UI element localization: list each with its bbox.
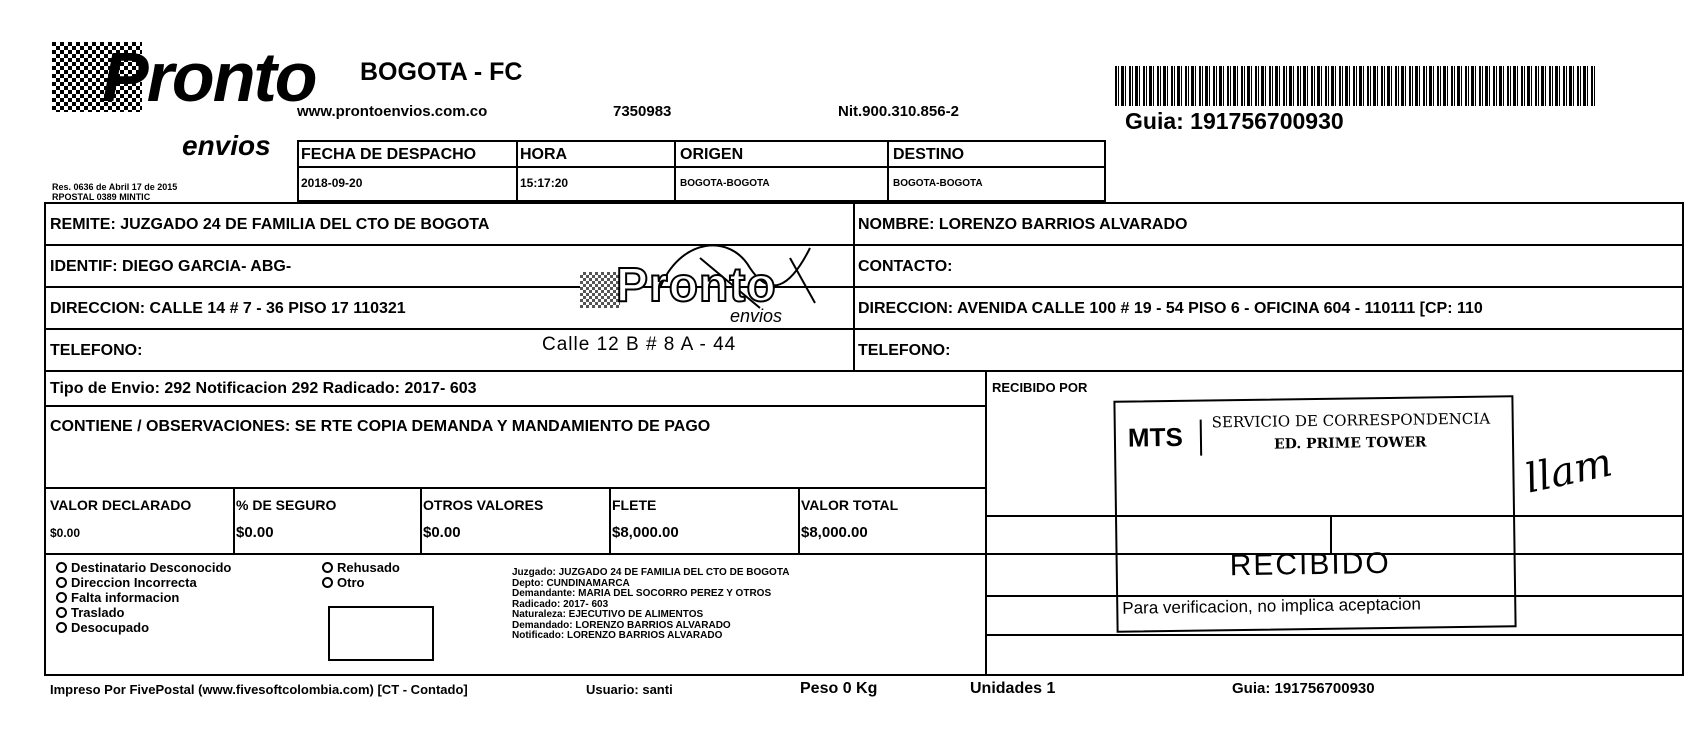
reason-otro[interactable]: Otro xyxy=(322,575,400,590)
reason-falta-informacion[interactable]: Falta informacion xyxy=(56,590,231,605)
return-reasons-col1 xyxy=(56,560,231,635)
radio-circle-icon xyxy=(56,607,67,618)
handwritten-signature: llam xyxy=(1521,439,1617,503)
nit: Nit.900.310.856-2 xyxy=(838,103,959,120)
recipient-contacto: CONTACTO: xyxy=(858,258,953,275)
radio-circle-icon xyxy=(56,562,67,573)
radio-circle-icon xyxy=(322,562,333,573)
sender-remite: REMITE: JUZGADO 24 DE FAMILIA DEL CTO DE BOGOTA xyxy=(50,216,490,233)
sender-telefono: TELEFONO: xyxy=(50,342,143,359)
reason-direccion-incorrecta[interactable]: Direccion Incorrecta xyxy=(56,575,231,590)
footer-usuario: Usuario: santi xyxy=(586,682,673,697)
otro-text-box[interactable] xyxy=(328,606,434,661)
recipient-telefono: TELEFONO: xyxy=(858,342,951,359)
company-stamp xyxy=(542,228,850,368)
sender-identif: IDENTIF: DIEGO GARCIA- ABG- xyxy=(50,258,292,275)
receipt-stamp xyxy=(1113,395,1516,633)
logo-brand: Pronto xyxy=(102,38,316,116)
recibido-por-label: RECIBIDO POR xyxy=(992,380,1088,395)
footer-guia: Guia: 191756700930 xyxy=(1232,680,1375,697)
fecha-value: 2018-09-20 xyxy=(301,176,363,190)
shipment-tipo: Tipo de Envio: 292 Notificacion 292 Radicado: 2017- 603 xyxy=(50,380,477,397)
flete-label: FLETE xyxy=(612,497,657,513)
stamp-recibido: RECIBIDO xyxy=(1229,546,1391,583)
website: www.prontoenvios.com.co xyxy=(297,103,488,120)
barcode xyxy=(1115,66,1595,106)
radio-circle-icon xyxy=(322,577,333,588)
resolution-line-2: RPOSTAL 0389 MINTIC xyxy=(52,192,151,202)
receipt-faded-field-3 xyxy=(990,608,993,620)
reason-traslado[interactable]: Traslado xyxy=(56,605,231,620)
footer-unidades: Unidades 1 xyxy=(970,680,1056,697)
seguro-value: $0.00 xyxy=(236,524,274,541)
seguro-label: % DE SEGURO xyxy=(236,497,337,513)
detail-juzgado: Juzgado: JUZGADO 24 DE FAMILIA DEL CTO DE BOGOTA xyxy=(512,567,790,578)
receipt-faded-field-2 xyxy=(990,568,993,580)
destino-label: DESTINO xyxy=(893,146,965,163)
logo-subtitle: envios xyxy=(182,130,271,161)
city-title: BOGOTA - FC xyxy=(360,58,523,86)
stamp-brand: Pronto xyxy=(616,259,777,312)
recipient-nombre: NOMBRE: LORENZO BARRIOS ALVARADO xyxy=(858,216,1188,233)
stamp-checker-icon xyxy=(580,272,620,308)
footer-peso: Peso 0 Kg xyxy=(800,680,878,697)
stamp-building: ED. PRIME TOWER xyxy=(1273,434,1427,453)
otros-value: $0.00 xyxy=(423,524,461,541)
hora-value: 15:17:20 xyxy=(520,176,569,190)
radio-circle-icon xyxy=(56,577,67,588)
radio-circle-icon xyxy=(56,622,67,633)
sender-direccion: DIRECCION: CALLE 14 # 7 - 36 PISO 17 110321 xyxy=(50,300,406,317)
reason-desocupado[interactable]: Desocupado xyxy=(56,620,231,635)
detail-demandante: Demandante: MARIA DEL SOCORRO PEREZ Y OTROS xyxy=(512,588,772,599)
valor-declarado-value: $0.00 xyxy=(50,526,81,540)
detail-radicado: Radicado: 2017- 603 xyxy=(512,598,609,610)
stamp-service-line: SERVICIO DE CORRESPONDENCIA xyxy=(1211,409,1491,432)
guide-number: Guia: 191756700930 xyxy=(1125,108,1344,134)
resolution-line-1: Res. 0636 de Abril 17 de 2015 xyxy=(52,182,178,192)
radio-circle-icon xyxy=(56,592,67,603)
footer-printed-by: Impreso Por FivePostal (www.fivesoftcolombia.com) [CT - Contado] xyxy=(50,682,468,697)
stamp-address: Calle 12 B # 8 A - 44 xyxy=(542,334,737,355)
fecha-label: FECHA DE DESPACHO xyxy=(301,146,477,163)
origen-value: BOGOTA-BOGOTA xyxy=(680,178,770,189)
detail-depto: Depto: CUNDINAMARCA xyxy=(512,577,630,589)
total-label: VALOR TOTAL xyxy=(801,497,899,513)
detail-demandado: Demandado: LORENZO BARRIOS ALVARADO xyxy=(512,619,731,631)
company-logo xyxy=(52,38,316,168)
reason-destinatario-desconocido[interactable]: Destinatario Desconocido xyxy=(56,560,231,575)
detail-naturaleza: Naturaleza: EJECUTIVO DE ALIMENTOS xyxy=(512,609,704,620)
hora-label: HORA xyxy=(520,146,568,163)
destino-value: BOGOTA-BOGOTA xyxy=(893,178,983,189)
case-details xyxy=(512,568,789,642)
recipient-direccion: DIRECCION: AVENIDA CALLE 100 # 19 - 54 PISO 6 - OFICINA 604 - 110111 [CP: 110 xyxy=(858,300,1483,317)
stamp-note: Para verificacion, no implica aceptacion xyxy=(1122,594,1422,618)
shipment-contiene: CONTIENE / OBSERVACIONES: SE RTE COPIA DEMANDA Y MANDAMIENTO DE PAGO xyxy=(50,418,711,435)
flete-value: $8,000.00 xyxy=(612,524,679,541)
return-reasons-col2 xyxy=(322,560,400,590)
total-value: $8,000.00 xyxy=(801,524,868,541)
valor-declarado-label: VALOR DECLARADO xyxy=(50,497,192,513)
receipt-faded-field-1 xyxy=(990,532,993,544)
otros-label: OTROS VALORES xyxy=(423,497,544,513)
stamp-subtitle: envios xyxy=(730,306,783,326)
detail-notificado: Notificado: LORENZO BARRIOS ALVARADO xyxy=(512,630,723,641)
stamp-mts-logo: MTS xyxy=(1127,421,1184,453)
phone: 7350983 xyxy=(613,103,672,120)
origen-label: ORIGEN xyxy=(680,146,744,163)
reason-rehusado[interactable]: Rehusado xyxy=(322,560,400,575)
